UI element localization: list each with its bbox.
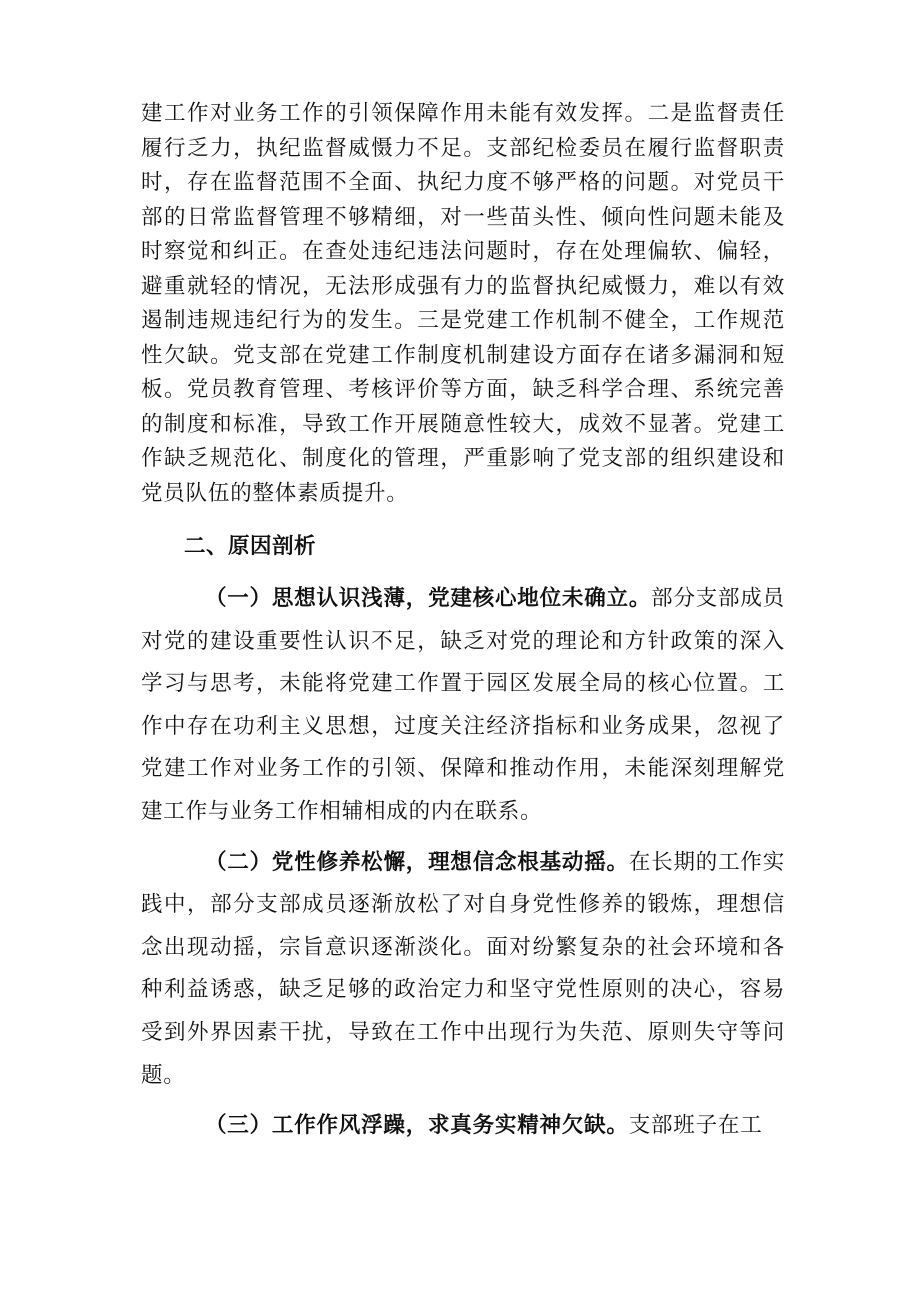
cause-1-body: 部分支部成员对党的建设重要性认识不足，缺乏对党的理论和方针政策的深入学习与思考，未能将党建工作置于园区发展全局的核心位置。工作中存在功利主义思想，过度关注经济指标和业务成果，忽视了党建工作对业务工作的引领、保障和推动作用，未能深刻理解党建工作与业务工作相辅相成的内在联系。 [141,586,785,824]
cause-1-lead: （一）思想认识浅薄，党建核心地位未确立。 [205,586,652,611]
intro-paragraph: 建工作对业务工作的引领保障作用未能有效发挥。二是监督责任履行乏力，执纪监督威慑力不足。支部纪检委员在履行监督职责时，存在监督范围不全面、执纪力度不够严格的问题。对党员干部的日常监督管理不够精细，对一些苗头性、倾向性问题未能及时察觉和纠正。在查处违纪违法问题时，存在处理偏软、偏轻，避重就轻的情况，无法形成强有力的监督执纪威慑力，难以有效遏制违规违纪行为的发生。三是党建工作机制不健全，工作规范性欠缺。党支部在党建工作制度机制建设方面存在诸多漏洞和短板。党员教育管理、考核评价等方面，缺乏科学合理、系统完善的制度和标准，导致工作开展随意性较大，成效不显著。党建工作缺乏规范化、制度化的管理，严重影响了党支部的组织建设和党员队伍的整体素质提升。 [141,101,785,506]
cause-2-lead: （二）党性修养松懈，理想信念根基动摇。 [205,849,629,875]
cause-3-body: 支部班子在工 [628,1113,763,1139]
section-heading: 二、原因剖析 [184,534,317,559]
document-body [141,97,785,1148]
cause-3-lead: （三）工作作风浮躁，求真务实精神欠缺。 [205,1113,629,1139]
cause-2-body: 在长期的工作实践中，部分支部成员逐渐放松了对自身党性修养的锻炼，理想信念出现动摇，宗旨意识逐渐淡化。面对纷繁复杂的社会环境和各种利益诱惑，缺乏足够的政治定力和坚守党性原则的决心，容易受到外界因素干扰，导致在工作中出现行为失范、原则失守等问题。 [141,849,786,1088]
cause-paragraph-2 [141,842,785,1098]
cause-paragraph-1 [141,578,785,834]
cause-paragraph-3 [141,1105,785,1148]
